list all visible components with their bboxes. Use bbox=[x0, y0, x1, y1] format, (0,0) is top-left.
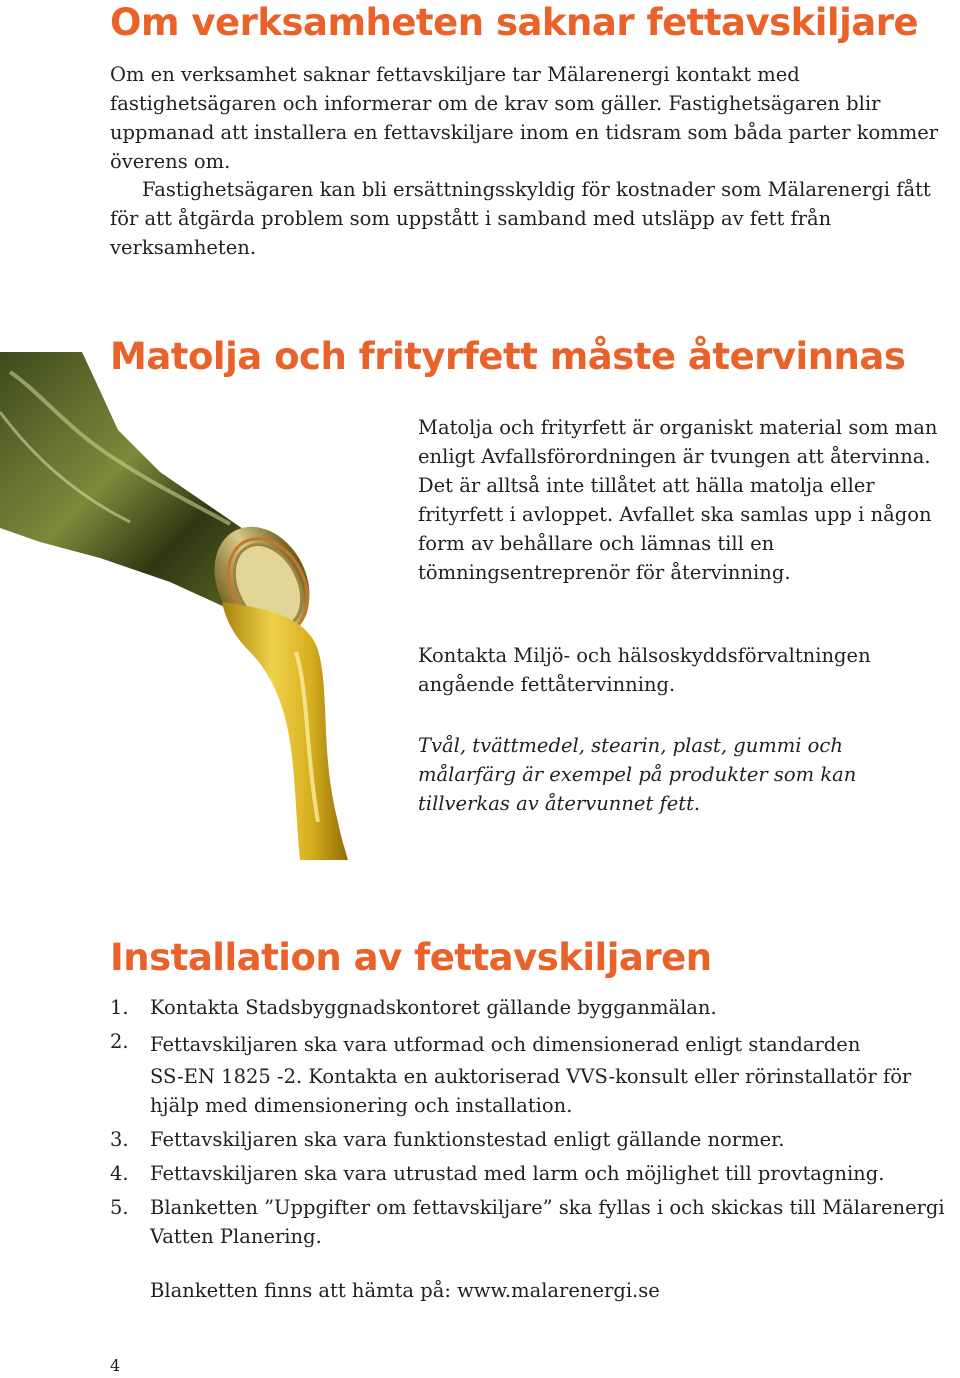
heading-installation: Installation av fettavskiljaren bbox=[110, 936, 712, 979]
list-number: 1. bbox=[110, 996, 129, 1019]
list-number: 4. bbox=[110, 1162, 129, 1185]
paragraph-oil-organic: Matolja och frityrfett är organiskt material som man enligt Avfallsförordningen är tvungen att återvinna. Det är alltså inte tillåtet att hälla matolja eller frityrfett i avloppet. Avfallet ska samlas upp i någon form av behållare och lämnas till en tömningsentreprenör för återvinning. bbox=[418, 416, 938, 584]
list-item bbox=[110, 1125, 960, 1154]
list-item-text: Kontakta Stadsbyggnadskontoret gällande bygganmälan. bbox=[150, 996, 717, 1019]
list-number: 5. bbox=[110, 1196, 129, 1219]
list-item-text-continued: SS-EN 1825 -2. Kontakta en auktoriserad VVS-konsult eller rörinstallatör för hjälp med dimensionering och installation. bbox=[150, 1065, 912, 1117]
list-item bbox=[110, 993, 960, 1022]
list-item-text: Blanketten ”Uppgifter om fettavskiljare” ska fyllas i och skickas till Mälarenergi Vatten Planering. bbox=[150, 1196, 945, 1248]
list-item bbox=[110, 1027, 960, 1120]
oil-bottle-pouring-illustration bbox=[0, 352, 372, 860]
paragraph-contact-authority: Kontakta Miljö- och hälsoskyddsförvaltningen angående fettåtervinning. bbox=[418, 644, 871, 696]
heading-oil-recycling: Matolja och frityrfett måste återvinnas bbox=[110, 335, 906, 378]
paragraph-recycled-products: Tvål, tvättmedel, stearin, plast, gummi och målarfärg är exempel på produkter som kan tillverkas av återvunnet fett. bbox=[418, 734, 857, 815]
list-number: 3. bbox=[110, 1128, 129, 1151]
paragraph-liability: Fastighetsägaren kan bli ersättningsskyldig för kostnader som Mälarenergi fått för att åtgärda problem som uppstått i samband med utsläpp av fett från verksamheten. bbox=[110, 178, 931, 259]
form-download-note: Blanketten finns att hämta på: www.malarenergi.se bbox=[150, 1279, 660, 1302]
installation-steps-list bbox=[110, 993, 960, 1256]
list-item-text: Fettavskiljaren ska vara utrustad med larm och möjlighet till provtagning. bbox=[150, 1162, 885, 1185]
list-item bbox=[110, 1159, 960, 1188]
list-item-text: Fettavskiljaren ska vara funktionstestad enligt gällande normer. bbox=[150, 1128, 785, 1151]
heading-fat-separator-missing: Om verksamheten saknar fettavskiljare bbox=[110, 1, 919, 44]
list-item-text: Fettavskiljaren ska vara utformad och dimensionerad enligt standarden bbox=[150, 1033, 861, 1056]
paragraph-contact-owner: Om en verksamhet saknar fettavskiljare tar Mälarenergi kontakt med fastighetsägaren och informerar om de krav som gäller. Fastighetsägaren blir uppmanad att installera en fettavskiljare inom en tidsram som båda parter kommer överens om. bbox=[110, 63, 939, 173]
page-number: 4 bbox=[110, 1356, 121, 1375]
list-number: 2. bbox=[110, 1030, 129, 1053]
list-item bbox=[110, 1193, 960, 1251]
